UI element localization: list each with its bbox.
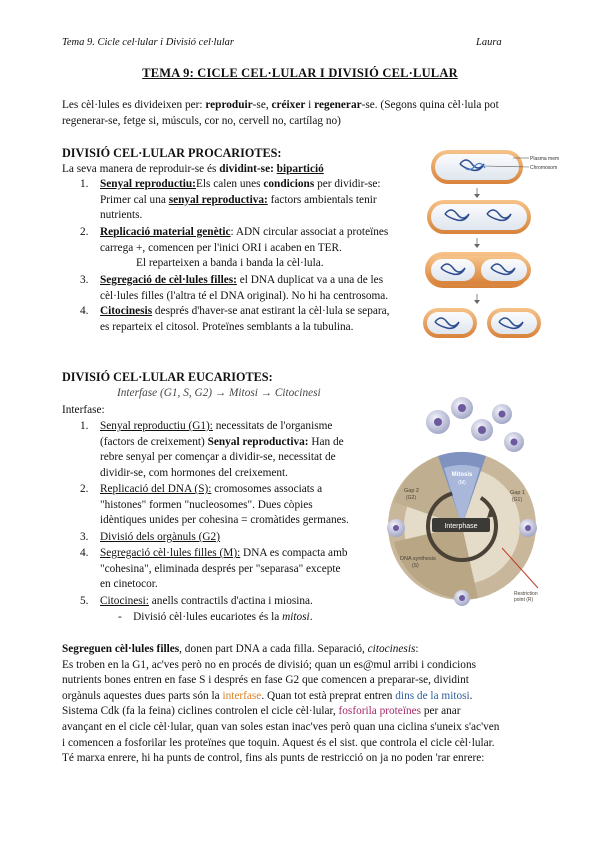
prok-subheading: La seva manera de reproduir-se és dividint-se: bipartició <box>62 163 324 175</box>
euk-formula: Interfase (G1, S, G2) → Mitosi → Citocinesi <box>117 387 321 399</box>
bacterium-stage-1 <box>431 150 523 184</box>
euk-item-3: 3. Divisió dels orgànuls (G2) <box>80 531 220 543</box>
label-restriction-point: point (R) <box>514 597 534 603</box>
label-chromosome: Chromosom <box>530 165 558 171</box>
prok-item-3: 3. Segregació de cèl·lules filles: el DNA duplicat va a una de les cèl·lules filles (l'altra té el DNA original). No hi ha centrosoma. <box>80 274 389 302</box>
prok-item-4: 4. Citocinesis després d'haver-se anat estirant la cèl·lula se separa, es reparteix el citosol. Proteïnes semblants a la tubulina. <box>80 305 390 333</box>
header-left: Tema 9. Cicle cel·lular i Divisió cel·lular <box>62 37 234 48</box>
euk-heading: DIVISIÓ CEL·LULAR EUCARIOTES: <box>62 370 273 384</box>
label-gap1-g: (G1) <box>512 497 522 503</box>
bacterium-daughter-left <box>423 308 477 338</box>
bacterium-daughter-right <box>487 308 541 338</box>
label-plasma-membrane: Plasma mem <box>530 156 560 162</box>
prok-heading: DIVISIÓ CEL·LULAR PROCARIOTES: <box>62 146 282 160</box>
euk-item-5: 5. Citocinesi: anells contractils d'actina i miosina. - Divisió cèl·lules eucariotes és la mitosi. <box>80 595 313 623</box>
label-gap2-g: (G2) <box>406 495 416 501</box>
label-gap1: Gap 1 <box>510 490 525 496</box>
intro-paragraph: Les cèl·lules es divideixen per: reproduir-se, créixer i regenerar-se. (Segons quina cèl·lula pot regenerar-se, fetge si, músculs, cor no, cervell no, cartílag no) <box>62 99 499 127</box>
label-mitosis: Mitosis <box>451 472 473 478</box>
label-restriction: Restriction <box>514 591 538 597</box>
prok-item-1: 1. Senyal reproductiu:Els calen unes condicions per dividir-se: Primer cal una senyal reproductiva: factors ambientals tenir nutrients. <box>80 178 381 222</box>
label-gap2: Gap 2 <box>404 488 419 494</box>
label-dna-synthesis: DNA synthesis <box>400 556 436 562</box>
page-title: TEMA 9: CICLE CEL·LULAR I DIVISIÓ CEL·LULAR <box>142 66 458 80</box>
bottom-paragraph: Segreguen cèl·lules filles, donen part DNA a cada filla. Separació, citocinesis: Es troben en la G1, ac'ves però no en procés de divisió; quan un es@mul arribi i condicions nutrients bones entren en fase S i després en fase G2 que comencen a preparar-se, dividint orgànuls aquestes dues parts són la interfase. Quan tot està preprat entren dins de la mitosi. Sistema Cdk (fa la feina) ciclines controlen el cicle cèl·lular, fosforila proteïnes per anar avançant en el cicle cèl·lular, quan van soles estan inac'ves però quan una ciclina s'uneix s'ac'ven i comencen a fosforilar les proteïnes que toquin. Aquest és el sist. que controla el cicle cèl·lular. Té marxa enrere, hi ha punts de control, fins als punts de restricció on ja no poden 'rar enrere: <box>62 643 500 765</box>
prok-item-2: 2. Replicació material genètic: ADN circular associat a proteïnes carrega +, comencen per l'inici ORI i acaben en TER. El reparteixen a banda i banda la cèl·lula. <box>80 226 389 270</box>
euk-item-4: 4. Segregació cèl·lules filles (M): DNA es compacta amb "cohesina", eliminada després per "separasa" excepte en cinetocor. <box>80 547 348 591</box>
label-interphase: Interphase <box>444 523 478 530</box>
euk-interfase-label: Interfase: <box>62 404 105 416</box>
bacterium-stage-2 <box>427 200 531 234</box>
header-right: Laura <box>476 37 502 48</box>
label-mitosis-m: (M) <box>458 480 466 486</box>
label-dna-s: (S) <box>412 563 419 569</box>
euk-item-1: 1. Senyal reproductiu (G1): necessitats de l'organisme (factors de creixement) Senyal reproductiva: Han de rebre senyal per començar a dividir-se, necessitat de dividir-se, com hormones del creixement. <box>80 420 344 479</box>
binary-fission-figure <box>415 142 560 342</box>
cell-cycle-diagram <box>378 392 546 606</box>
bacterium-stage-3 <box>425 252 531 288</box>
euk-item-2: 2. Replicació del DNA (S): cromosomes associats a "histones" formen "nucleosomes". Dues còpies idèntiques unides per cohesina = cromàtides germanes. <box>80 483 349 527</box>
